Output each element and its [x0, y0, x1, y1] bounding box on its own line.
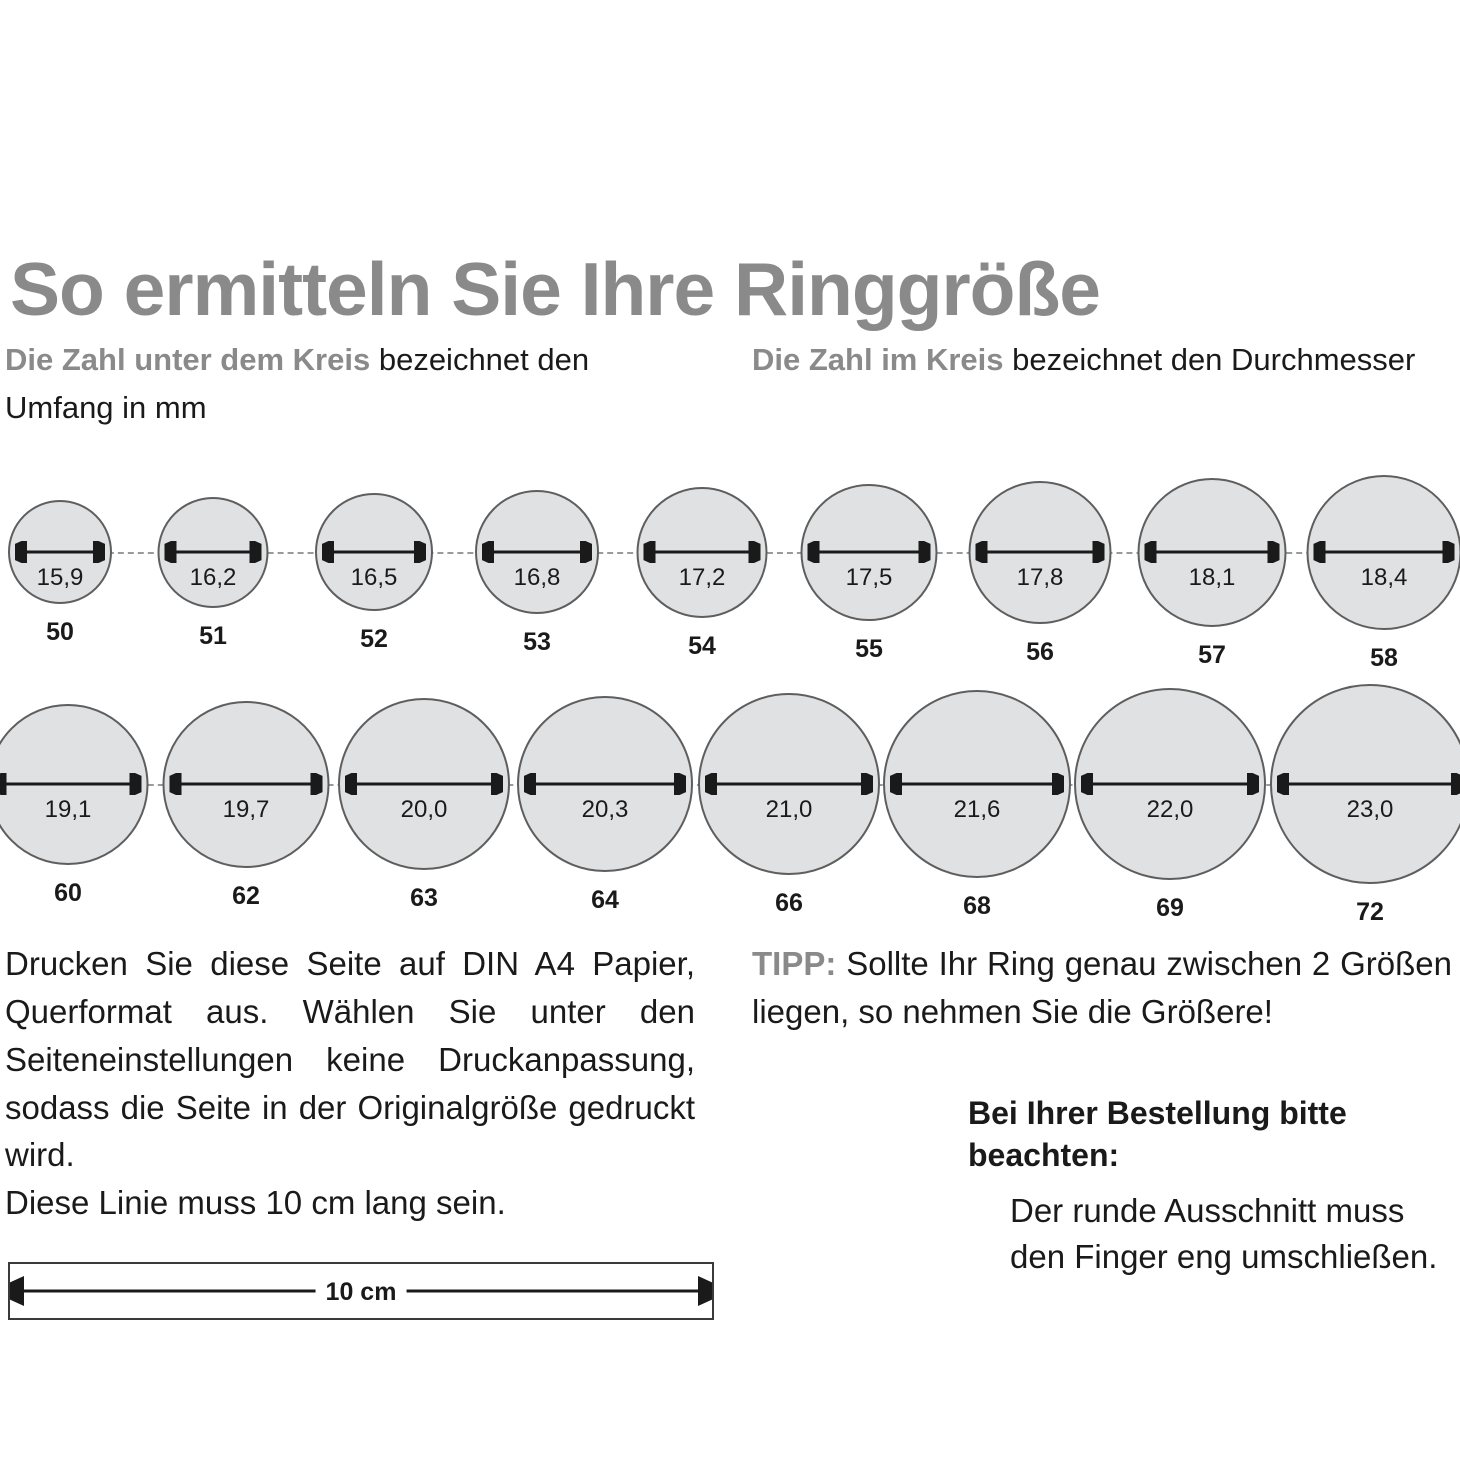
ruler-label: 10 cm: [316, 1278, 407, 1307]
ring-size-label: 60: [54, 878, 82, 907]
diameter-value: 18,4: [1360, 564, 1408, 591]
ring-size-label: 57: [1198, 640, 1226, 669]
ring-size-label: 72: [1356, 898, 1384, 926]
diameter-arrow-icon: [524, 773, 686, 795]
diameter-value: 16,8: [513, 564, 561, 591]
ring-size-label: 52: [360, 625, 388, 653]
ring-size-label: 63: [410, 884, 438, 912]
tip-block: [752, 940, 1452, 1036]
ring-size-label: 68: [963, 892, 991, 920]
diameter-value: 19,1: [44, 796, 92, 823]
diameter-arrow-icon: [890, 773, 1064, 795]
ring-size-label: 66: [775, 889, 803, 917]
diameter-value: 16,2: [189, 564, 237, 591]
order-note-heading: Bei Ihrer Bestellung bitte beachten:: [968, 1095, 1347, 1173]
tip-text: Sollte Ihr Ring genau zwischen 2 Größen liegen, so nehmen Sie die Größere!: [752, 945, 1452, 1030]
ring-size-label: 58: [1370, 643, 1398, 672]
diameter-value: 19,7: [222, 796, 270, 823]
ring-row-top: [0, 478, 1460, 672]
diameter-arrow-icon: [170, 773, 323, 795]
ruler-10cm: [8, 1262, 714, 1320]
diameter-value: 23,0: [1346, 796, 1394, 823]
diameter-arrow-icon: [0, 773, 142, 795]
diameter-arrow-icon: [705, 773, 873, 795]
ring-size-label: 64: [591, 886, 619, 914]
line-check-text: Diese Linie muss 10 cm lang sein.: [5, 1184, 506, 1222]
ring-size-label: 53: [523, 628, 551, 656]
diameter-arrow-icon: [644, 541, 761, 563]
diameter-arrow-icon: [482, 541, 592, 563]
diameter-arrow-icon: [808, 541, 931, 563]
diameter-value: 20,0: [400, 796, 448, 823]
ring-size-label: 54: [688, 631, 716, 660]
diameter-value: 17,2: [678, 564, 726, 591]
intro-left-emphasis: Die Zahl unter dem Kreis: [5, 342, 371, 377]
diameter-arrow-icon: [1314, 541, 1455, 563]
page-title: So ermitteln Sie Ihre Ringgröße: [10, 247, 1101, 332]
diameter-arrow-icon: [976, 541, 1105, 563]
ring-size-label: 55: [855, 634, 883, 663]
ring-size-label: 56: [1026, 637, 1054, 666]
intro-right-emphasis: Die Zahl im Kreis: [752, 342, 1004, 377]
diameter-arrow-icon: [1145, 541, 1280, 563]
diameter-arrow-icon: [15, 541, 105, 563]
intro-left: [5, 336, 705, 432]
diameter-value: 17,5: [845, 564, 893, 591]
order-note-body: Der runde Ausschnitt muss den Finger eng umschließen.: [1010, 1192, 1438, 1276]
diameter-value: 22,0: [1146, 796, 1194, 823]
diameter-arrow-icon: [1081, 773, 1259, 795]
diameter-arrow-icon: [1277, 773, 1460, 795]
tip-label: TIPP:: [752, 945, 837, 982]
diameter-arrow-icon: [322, 541, 426, 563]
intro-right: [752, 336, 1452, 384]
diameter-value: 21,6: [953, 796, 1001, 823]
ring-size-label: 51: [199, 621, 227, 650]
intro-right-rest: bezeichnet den Durchmesser: [1003, 342, 1416, 377]
print-instructions-block: [5, 940, 695, 1227]
ring-size-label: 62: [232, 881, 260, 910]
intro-left-rest: bezeichnet den Umfang in mm: [5, 342, 590, 426]
diameter-value: 15,9: [36, 564, 84, 591]
diameter-value: 18,1: [1188, 564, 1236, 591]
ring-row-bottom: [0, 700, 1460, 926]
ring-size-label: 50: [46, 618, 74, 646]
diameter-arrow-icon: [345, 773, 503, 795]
order-note-block: [968, 1093, 1458, 1281]
print-instructions-text: Drucken Sie diese Seite auf DIN A4 Papier, Querformat aus. Wählen Sie unter den Seiteneinstellungen keine Druckanpassung, sodass die Seite in der Originalgröße gedruckt wird.: [5, 945, 695, 1174]
ring-size-label: 69: [1156, 894, 1184, 922]
diameter-value: 21,0: [765, 796, 813, 823]
diameter-value: 17,8: [1016, 564, 1064, 591]
diameter-arrow-icon: [165, 541, 262, 563]
diameter-value: 20,3: [581, 796, 629, 823]
diameter-value: 16,5: [350, 564, 398, 591]
